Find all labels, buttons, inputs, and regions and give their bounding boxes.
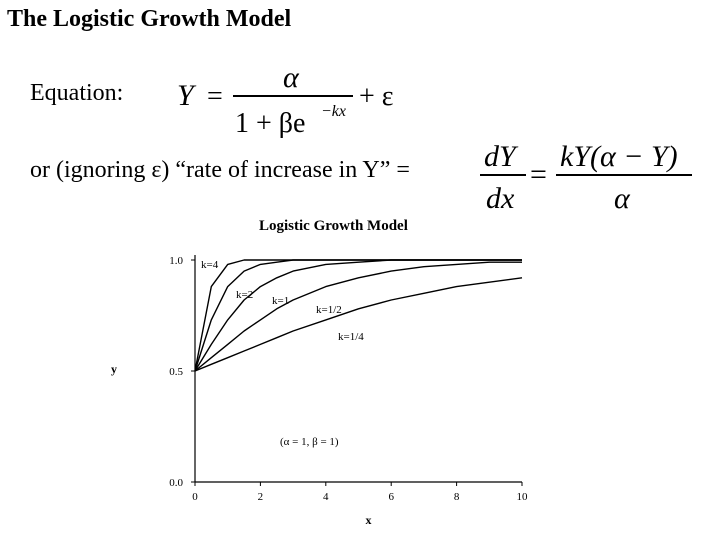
formula2-rhs-numerator: kY(α − Y) (560, 140, 678, 173)
formula1-equals: = (207, 81, 223, 112)
x-tick-label: 2 (257, 491, 264, 503)
series-line (195, 260, 522, 371)
series-line (195, 262, 522, 371)
logistic-growth-chart (100, 240, 550, 535)
formula1-exponent: −kx (321, 103, 346, 120)
x-tick-label: 4 (323, 491, 329, 503)
formula2-rhs-denominator: α (614, 182, 630, 215)
x-tick-label: 0 (192, 491, 198, 503)
formula2-lhs-numerator: dY (484, 140, 516, 173)
formula2-equals: = (530, 158, 547, 191)
formula1-denominator: 1 + βe (235, 108, 306, 139)
series-layer (195, 260, 522, 371)
y-tick-label: 0.5 (169, 366, 183, 378)
series-line (195, 260, 522, 371)
series-label: k=1/2 (316, 304, 342, 316)
series-label: k=1 (272, 295, 290, 307)
y-tick-label: 1.0 (169, 255, 183, 267)
formula2-lhs-denominator: dx (486, 182, 515, 215)
formula1-lhs: Y (177, 79, 194, 112)
equation-label: Equation: (30, 80, 124, 106)
formula1-plus-epsilon: + ε (359, 81, 394, 112)
derivative-equation (478, 136, 708, 218)
formula1-numerator: α (283, 61, 299, 94)
parameter-annotation: (α = 1, β = 1) (280, 436, 339, 448)
logistic-equation (175, 62, 415, 142)
x-tick-label: 6 (388, 491, 394, 503)
x-axis-label: x (365, 513, 372, 527)
y-axis-label: y (111, 362, 117, 376)
series-label: k=2 (236, 289, 254, 301)
y-tick-label: 0.0 (169, 477, 183, 489)
slide-title: The Logistic Growth Model (7, 6, 292, 32)
chart-title: Logistic Growth Model (259, 218, 408, 234)
x-tick-label: 8 (453, 491, 460, 503)
axes-layer (169, 255, 528, 503)
series-line (195, 260, 522, 371)
x-tick-label: 10 (516, 491, 528, 503)
rate-label: or (ignoring ε) “rate of increase in Y” = (30, 157, 410, 183)
series-label: k=1/4 (338, 331, 364, 343)
series-label: k=4 (201, 259, 219, 271)
label-layer (111, 259, 372, 527)
